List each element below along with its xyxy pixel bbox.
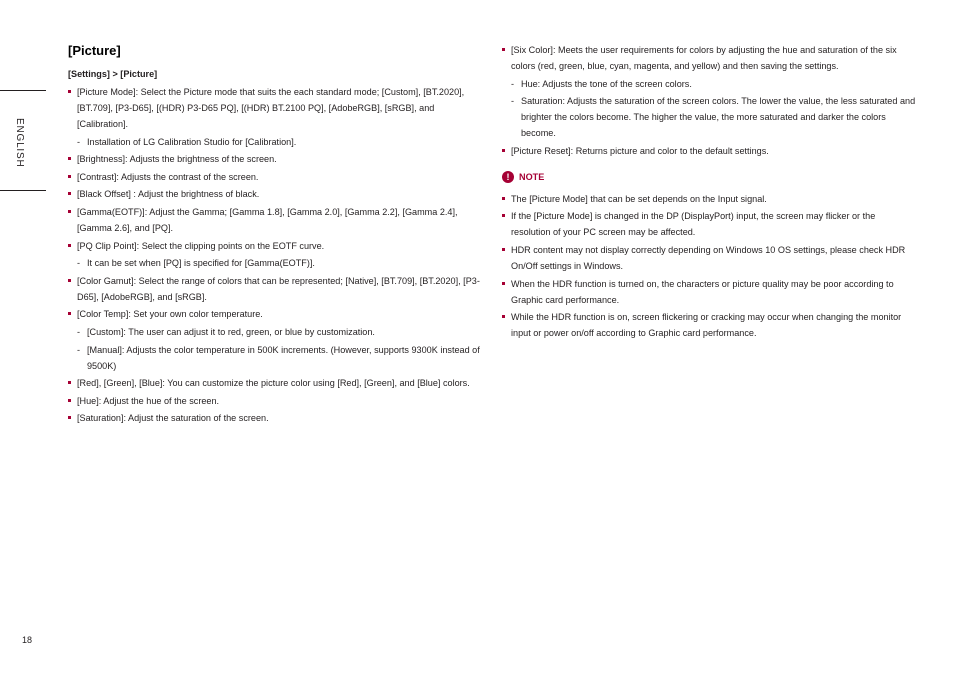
color-settings-list xyxy=(502,42,916,159)
note-item: When the HDR function is turned on, the characters or picture quality may be poor according to Graphic card performance. xyxy=(502,276,916,308)
list-item: [Six Color]: Meets the user requirements for colors by adjusting the hue and saturation of the six colors (red, green, blue, cyan, magenta, and yellow) and then saving the settings. xyxy=(502,42,916,74)
list-item: [Hue]: Adjust the hue of the screen. xyxy=(68,393,480,409)
list-item: [Red], [Green], [Blue]: You can customize the picture color using [Red], [Green], and [Blue] colors. xyxy=(68,375,480,391)
sub-list-item: - [Custom]: The user can adjust it to red, green, or blue by customization. xyxy=(68,324,480,340)
sub-list-item: - Installation of LG Calibration Studio for [Calibration]. xyxy=(68,134,480,150)
menu-path: [Settings] > [Picture] xyxy=(68,69,158,79)
list-item: [Picture Mode]: Select the Picture mode that suits the each standard mode; [Custom], [BT.2020], [BT.709], [P3-D65], [(HDR) P3-D65 PQ], [(HDR) BT.2100 PQ], [AdobeRGB], [sRGB], and [Calibration]. xyxy=(68,84,480,132)
sub-list-item: - Saturation: Adjusts the saturation of the screen colors. The lower the value, the less saturated and brighter the colors become. The higher the value, the more saturated and darker the colors become. xyxy=(502,93,916,141)
sub-list-item: - Hue: Adjusts the tone of the screen colors. xyxy=(502,76,916,92)
note-item: HDR content may not display correctly depending on Windows 10 OS settings, please check HDR On/Off settings in Windows. xyxy=(502,242,916,274)
list-item: [Color Gamut]: Select the range of colors that can be represented; [Native], [BT.709], [BT.2020], [P3-D65], [AdobeRGB], and [sRGB]. xyxy=(68,273,480,305)
list-item: [Contrast]: Adjusts the contrast of the screen. xyxy=(68,169,480,185)
side-rule-bottom xyxy=(0,190,46,191)
list-item: [Gamma(EOTF)]: Adjust the Gamma; [Gamma 1.8], [Gamma 2.0], [Gamma 2.2], [Gamma 2.4], [Gamma 2.6], and [PQ]. xyxy=(68,204,480,236)
note-list xyxy=(502,191,916,341)
list-item: [Saturation]: Adjust the saturation of the screen. xyxy=(68,410,480,426)
note-item: If the [Picture Mode] is changed in the DP (DisplayPort) input, the screen may flicker or the resolution of your PC screen may be affected. xyxy=(502,208,916,240)
page-number: 18 xyxy=(22,635,33,645)
side-rule-top xyxy=(0,90,46,91)
exclamation-icon: ! xyxy=(502,171,514,183)
note-header xyxy=(502,169,916,185)
right-column xyxy=(502,42,916,343)
list-item: [Picture Reset]: Returns picture and color to the default settings. xyxy=(502,143,916,159)
section-title: [Picture] xyxy=(68,43,121,58)
sub-list-item: - [Manual]: Adjusts the color temperature in 500K increments. (However, supports 9300K instead of 9500K) xyxy=(68,342,480,374)
list-item: [Black Offset] : Adjust the brightness of black. xyxy=(68,186,480,202)
note-item: While the HDR function is on, screen flickering or cracking may occur when changing the monitor input or power on/off according to Graphic card performance. xyxy=(502,309,916,341)
note-item: The [Picture Mode] that can be set depends on the Input signal. xyxy=(502,191,916,207)
picture-settings-list xyxy=(68,84,480,426)
list-item: [Color Temp]: Set your own color temperature. xyxy=(68,306,480,322)
list-item: [Brightness]: Adjusts the brightness of the screen. xyxy=(68,151,480,167)
left-column xyxy=(68,42,480,428)
sub-list-item: - It can be set when [PQ] is specified for [Gamma(EOTF)]. xyxy=(68,255,480,271)
language-label: ENGLISH xyxy=(14,118,25,168)
list-item: [PQ Clip Point]: Select the clipping points on the EOTF curve. xyxy=(68,238,480,254)
note-label: NOTE xyxy=(519,171,545,182)
